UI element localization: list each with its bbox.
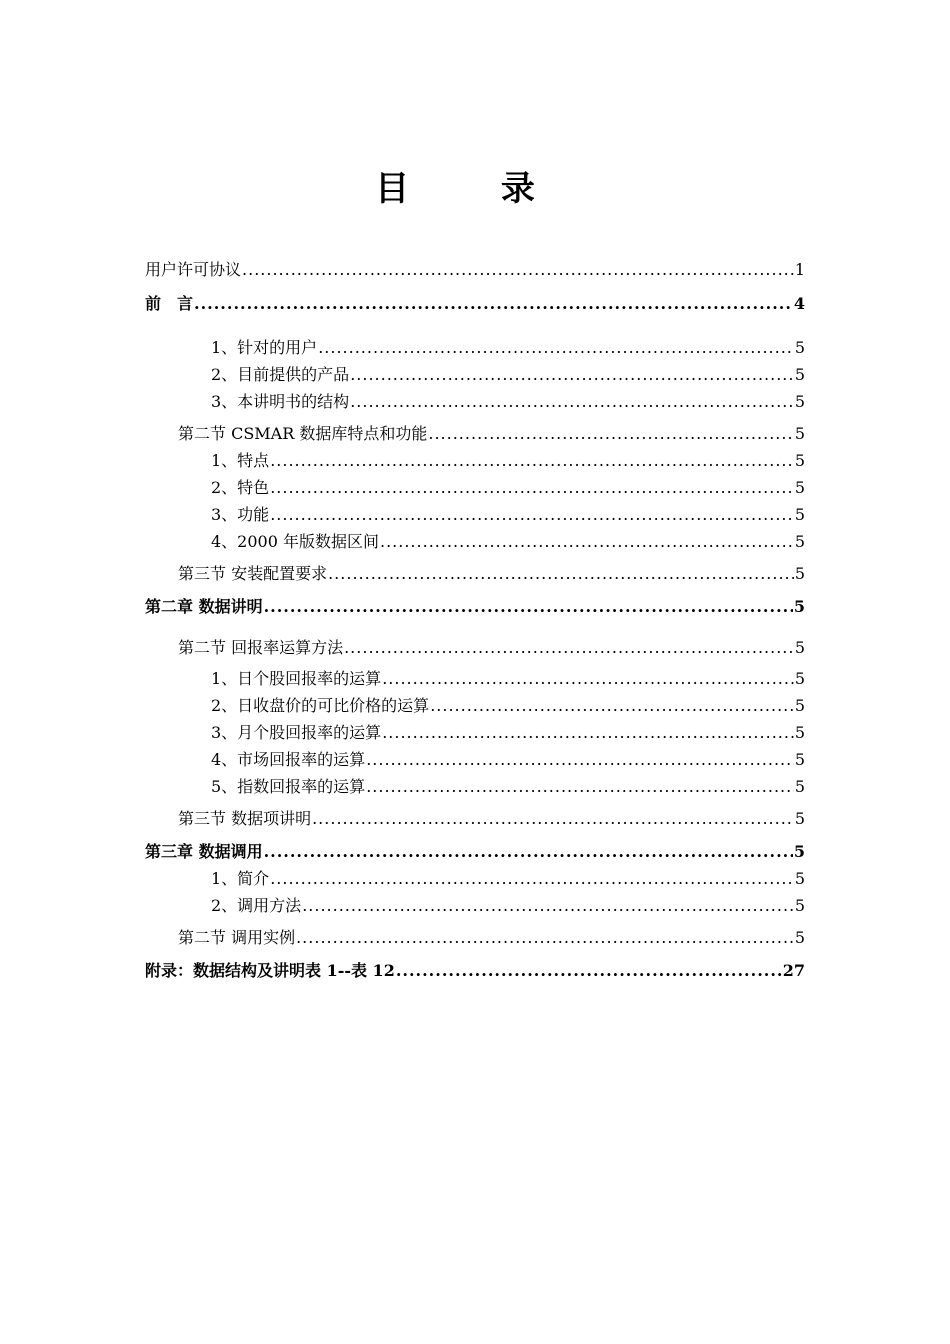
toc-page-number: 4 — [793, 294, 805, 313]
toc-entry-functions[interactable] — [211, 503, 805, 527]
toc-page-number: 5 — [794, 505, 805, 524]
toc-page-number: 1 — [794, 260, 805, 279]
toc-page-number: 5 — [794, 338, 805, 357]
toc-page-number: 5 — [794, 478, 805, 497]
toc-entry-introduction[interactable] — [211, 867, 805, 891]
toc-entry-target-users[interactable] — [211, 336, 805, 360]
dot-leader — [270, 449, 794, 473]
toc-page-number: 5 — [794, 777, 805, 796]
toc-entry-label: 2、目前提供的产品 — [211, 365, 350, 384]
toc-entry-products[interactable] — [211, 363, 805, 387]
toc-entry-label: 5、指数回报率的运算 — [211, 777, 366, 796]
toc-entry-label: 附录：数据结构及讲明表 1--表 12 — [145, 961, 395, 980]
toc-entry-structure[interactable] — [211, 390, 805, 414]
dot-leader — [302, 894, 794, 918]
toc-page-number: 5 — [794, 669, 805, 688]
toc-entry-label: 2、日收盘价的可比价格的运算 — [211, 696, 430, 715]
dot-leader — [296, 926, 794, 950]
toc-entry-data-range[interactable] — [211, 530, 805, 554]
dot-leader — [428, 422, 793, 446]
toc-page-number: 27 — [782, 961, 805, 980]
dot-leader — [264, 840, 793, 864]
dot-leader — [312, 807, 794, 831]
toc-entry-license[interactable] — [145, 258, 805, 282]
dot-leader — [270, 867, 794, 891]
toc-entry-label: 4、市场回报率的运算 — [211, 750, 366, 769]
toc-entry-label: 3、本讲明书的结构 — [211, 392, 350, 411]
toc-page-number: 5 — [794, 564, 805, 583]
dot-leader — [328, 562, 794, 586]
toc-entry-label: 1、简介 — [211, 869, 270, 888]
dot-leader — [350, 390, 794, 414]
toc-entry-install-requirements[interactable] — [178, 562, 805, 586]
toc-entry-chapter3[interactable] — [145, 840, 805, 864]
toc-entry-monthly-stock-return[interactable] — [211, 721, 805, 745]
toc-entry-label: 第三节 安装配置要求 — [178, 564, 328, 583]
dot-leader — [242, 258, 794, 282]
toc-entry-label: 第二节 调用实例 — [178, 928, 296, 947]
page-title: 目 录 — [375, 169, 575, 209]
toc-entry-daily-stock-return[interactable] — [211, 667, 805, 691]
dot-leader — [264, 595, 793, 619]
toc-page-number: 5 — [794, 750, 805, 769]
toc-page-number: 5 — [794, 696, 805, 715]
toc-entry-market-return[interactable] — [211, 748, 805, 772]
toc-entry-label: 第三节 数据项讲明 — [178, 809, 312, 828]
dot-leader — [396, 959, 782, 983]
toc-entry-label: 4、2000 年版数据区间 — [211, 532, 379, 551]
toc-entry-csmar-features[interactable] — [178, 422, 805, 446]
toc-entry-comparable-price[interactable] — [211, 694, 805, 718]
dot-leader — [350, 363, 794, 387]
dot-leader — [270, 476, 794, 500]
toc-page-number: 5 — [793, 597, 805, 616]
toc-page-number: 5 — [794, 392, 805, 411]
dot-leader — [366, 775, 794, 799]
toc-page-number: 5 — [794, 365, 805, 384]
toc-entry-chapter2[interactable] — [145, 595, 805, 619]
toc-page-number: 5 — [793, 842, 805, 861]
toc-entry-index-return[interactable] — [211, 775, 805, 799]
dot-leader — [430, 694, 794, 718]
toc-page-number: 5 — [794, 723, 805, 742]
toc-entry-label: 3、功能 — [211, 505, 270, 524]
toc-entry-label: 第三章 数据调用 — [145, 842, 263, 861]
toc-page-number: 5 — [794, 424, 805, 443]
toc-entry-label: 1、日个股回报率的运算 — [211, 669, 382, 688]
toc-entry-characteristics[interactable] — [211, 449, 805, 473]
toc-entry-data-items[interactable] — [178, 807, 805, 831]
toc-entry-return-methods[interactable] — [178, 636, 805, 660]
toc-entry-appendix[interactable] — [145, 959, 805, 983]
toc-page-number: 5 — [794, 451, 805, 470]
toc-entry-label: 3、月个股回报率的运算 — [211, 723, 382, 742]
dot-leader — [366, 748, 794, 772]
toc-entry-specialties[interactable] — [211, 476, 805, 500]
dot-leader — [344, 636, 794, 660]
dot-leader — [380, 530, 794, 554]
toc-entry-label: 第二节 回报率运算方法 — [178, 638, 344, 657]
toc-entry-call-examples[interactable] — [178, 926, 805, 950]
toc-page-number: 5 — [794, 638, 805, 657]
toc-entry-label: 1、特点 — [211, 451, 270, 470]
toc-entry-label: 第二节 CSMAR 数据库特点和功能 — [178, 424, 428, 443]
dot-leader — [270, 503, 794, 527]
dot-leader — [318, 336, 794, 360]
toc-page-number: 5 — [794, 532, 805, 551]
toc-entry-label: 2、调用方法 — [211, 896, 302, 915]
toc-entry-label: 第二章 数据讲明 — [145, 597, 263, 616]
dot-leader — [194, 292, 793, 316]
toc-page-number: 5 — [794, 928, 805, 947]
toc-entry-preface[interactable] — [145, 292, 805, 316]
toc-page-number: 5 — [794, 809, 805, 828]
toc-entry-label: 前 言 — [145, 294, 194, 313]
dot-leader — [382, 667, 794, 691]
toc-entry-label: 用户许可协议 — [145, 260, 242, 279]
toc-entry-label: 2、特色 — [211, 478, 270, 497]
toc-entry-label: 1、针对的用户 — [211, 338, 318, 357]
toc-page-number: 5 — [794, 896, 805, 915]
toc-entry-call-methods[interactable] — [211, 894, 805, 918]
toc-page-number: 5 — [794, 869, 805, 888]
dot-leader — [382, 721, 794, 745]
